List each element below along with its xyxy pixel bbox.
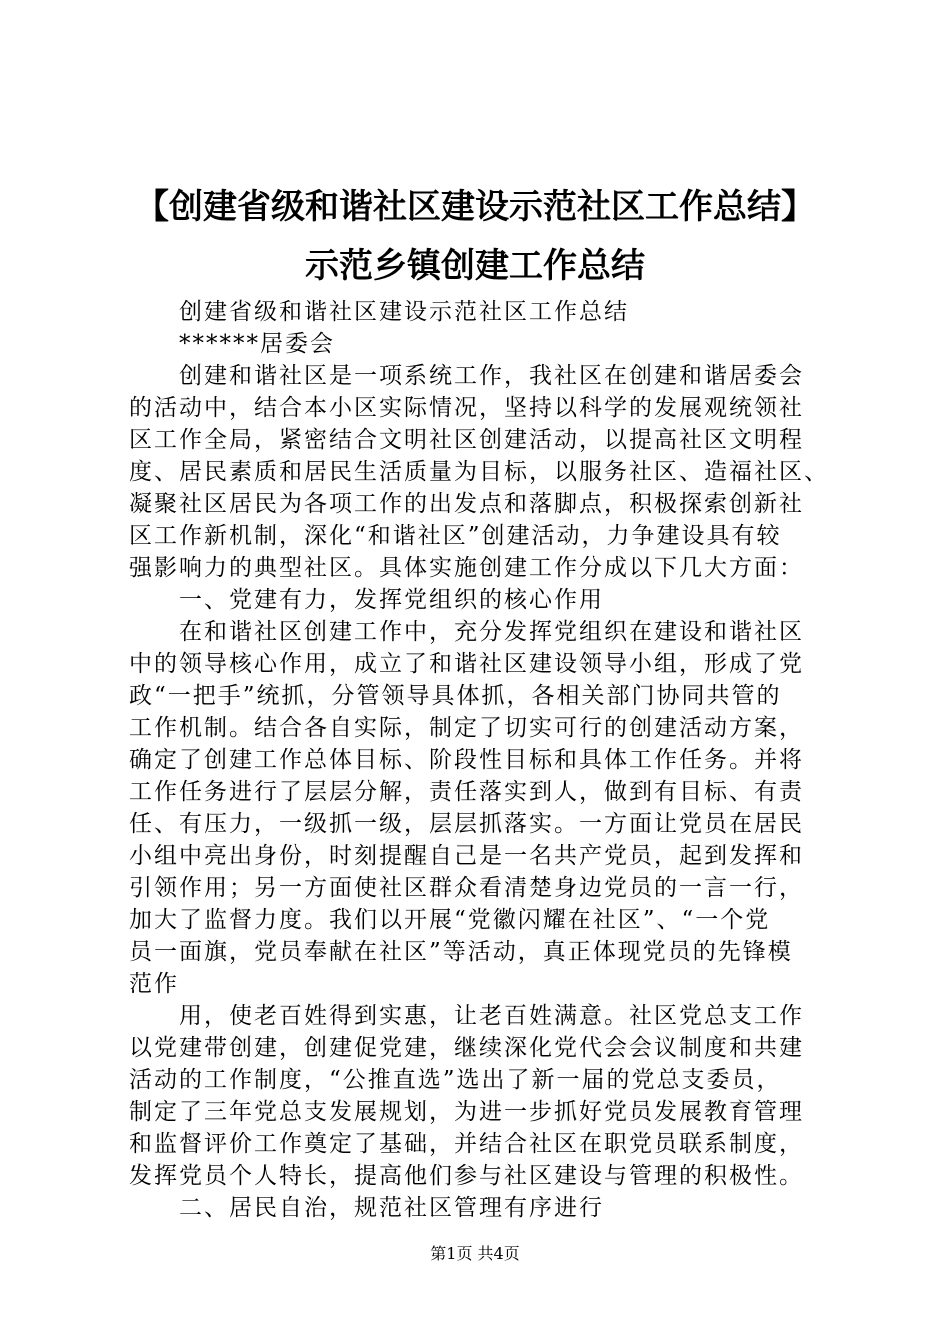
document-title-line-2: 示范乡镇创建工作总结 bbox=[305, 246, 645, 286]
body-line: 确定了创建工作总体目标、阶段性目标和具体工作任务。并将 bbox=[129, 747, 804, 773]
body-line: 制定了三年党总支发展规划，为进一步抓好党员发展教育管理 bbox=[129, 1099, 804, 1125]
body-line: 范作 bbox=[129, 971, 179, 997]
body-line: 工作任务进行了层层分解，责任落实到人，做到有目标、有责 bbox=[129, 779, 804, 805]
body-line: 加大了监督力度。我们以开展“党徽闪耀在社区”、“一个党 bbox=[129, 907, 771, 933]
body-line: 小组中亮出身份，时刻提醒自己是一名共产党员，起到发挥和 bbox=[129, 843, 804, 869]
body-line: 创建省级和谐社区建设示范社区工作总结 bbox=[179, 299, 629, 325]
document-title-line-1: 【创建省级和谐社区建设示范社区工作总结】 bbox=[135, 187, 815, 227]
body-line: 一、党建有力，发挥党组织的核心作用 bbox=[179, 587, 604, 613]
body-line: 凝聚社区居民为各项工作的出发点和落脚点，积极探索创新社 bbox=[129, 491, 804, 517]
body-line: 工作机制。结合各自实际，制定了切实可行的创建活动方案， bbox=[129, 715, 804, 741]
body-line: 创建和谐社区是一项系统工作，我社区在创建和谐居委会 bbox=[179, 363, 804, 389]
body-line: 中的领导核心作用，成立了和谐社区建设领导小组，形成了党 bbox=[129, 651, 804, 677]
body-line: ******居委会 bbox=[179, 331, 335, 357]
body-line: 引领作用；另一方面使社区群众看清楚身边党员的一言一行， bbox=[129, 875, 804, 901]
body-line: 强影响力的典型社区。具体实施创建工作分成以下几大方面： bbox=[129, 555, 804, 581]
body-line: 二、居民自治，规范社区管理有序进行 bbox=[179, 1195, 604, 1221]
body-line: 发挥党员个人特长，提高他们参与社区建设与管理的积极性。 bbox=[129, 1163, 804, 1189]
body-line: 区工作新机制，深化“和谐社区”创建活动，力争建设具有较 bbox=[129, 523, 782, 549]
document-body bbox=[129, 296, 841, 1224]
body-line: 的活动中，结合本小区实际情况，坚持以科学的发展观统领社 bbox=[129, 395, 804, 421]
body-line: 任、有压力，一级抓一级，层层抓落实。一方面让党员在居民 bbox=[129, 811, 804, 837]
body-line: 员一面旗，党员奉献在社区”等活动，真正体现党员的先锋模 bbox=[129, 939, 793, 965]
body-line: 在和谐社区创建工作中，充分发挥党组织在建设和谐社区 bbox=[179, 619, 804, 645]
body-line: 和监督评价工作奠定了基础，并结合社区在职党员联系制度， bbox=[129, 1131, 804, 1157]
body-line: 活动的工作制度，“公推直选”选出了新一届的党总支委员， bbox=[129, 1067, 782, 1093]
body-line: 度、居民素质和居民生活质量为目标，以服务社区、造福社区、 bbox=[129, 459, 829, 485]
body-line: 用，使老百姓得到实惠，让老百姓满意。社区党总支工作 bbox=[179, 1003, 804, 1029]
page-footer: 第1页 共4页 bbox=[430, 1244, 520, 1263]
body-line: 区工作全局，紧密结合文明社区创建活动，以提高社区文明程 bbox=[129, 427, 804, 453]
body-line: 政“一把手”统抓，分管领导具体抓，各相关部门协同共管的 bbox=[129, 683, 782, 709]
body-line: 以党建带创建，创建促党建，继续深化党代会会议制度和共建 bbox=[129, 1035, 804, 1061]
